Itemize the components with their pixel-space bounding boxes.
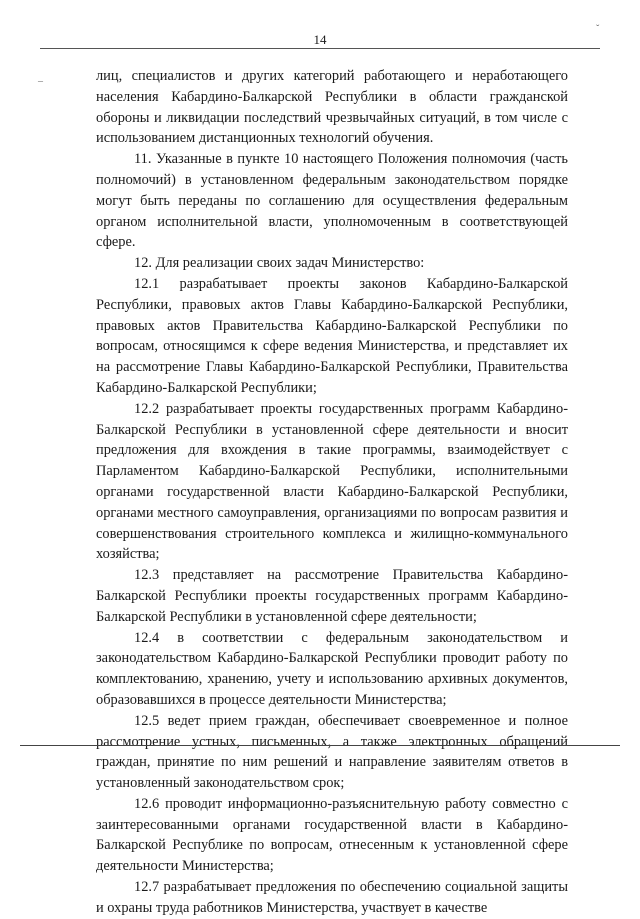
scan-line <box>20 745 620 746</box>
paragraph-12-7: 12.7 разрабатывает предложения по обеспечению социальной защиты и охраны труда работников Министерства, участвует в качестве <box>96 879 568 916</box>
paragraph-12-2: 12.2 разрабатывает проекты государственных программ Кабардино-Балкарской Республики в установленной сфере деятельности и вносит предложения для вхождения в такие программы, взаимодействует с Парламентом Кабардино-Балкарской Республики, исполнительными органами государственной власти Кабардино-Балкарской Республики, органами местного самоуправления, организациями по вопросам развития и совершенствования строительного комплекса и жилищно-коммунального хозяйства; <box>96 400 568 563</box>
paragraph-12-4: 12.4 в соответствии с федеральным законодательством и законодательством Кабардино-Балкарской Республики проводит работу по комплектованию, хранению, учету и использованию архивных документов, образовавшихся в процессе деятельности Министерства; <box>96 629 568 708</box>
paragraph-12-6: 12.6 проводит информационно-разъяснительную работу совместно с заинтересованными органами государственной власти в Кабардино-Балкарской Республике по вопросам, отнесенным к установленной сфере деятельности Министерства; <box>96 795 568 875</box>
paragraph-12: 12. Для реализации своих задач Министерство: <box>134 255 425 272</box>
paragraph-11: 11. Указанные в пункте 10 настоящего Положения полномочия (часть полномочий) в установленном федеральным законодательством порядке могут быть переданы по соглашению для осуществления федеральным органом исполнительной власти, уполномоченным в соответствующей сфере. <box>96 151 568 251</box>
document-body <box>96 66 568 919</box>
paragraph-continuation: лиц, специалистов и других категорий работающего и неработающего населения Кабардино-Балкарской Республики в области гражданской обороны и ликвидации последствий чрезвычайных ситуаций, в том числе с использованием дистанционных технологий обучения. <box>96 68 568 147</box>
paragraph-12-3: 12.3 представляет на рассмотрение Правительства Кабардино-Балкарской Республики проекты государственных программ Кабардино-Балкарской Республики в установленной сфере деятельности; <box>96 567 568 625</box>
page-number: 14 <box>313 32 327 47</box>
scan-mark: ˇ <box>596 24 600 35</box>
paragraph-12-1: 12.1 разрабатывает проекты законов Кабардино-Балкарской Республики, правовых актов Главы Кабардино-Балкарской Республики, правовых актов Правительства Кабардино-Балкарской Республики по вопросам, относящимся к сфере ведения Министерства, и представляет их на рассмотрение Главы Кабардино-Балкарской Республики, Правительства Кабардино-Балкарской Республики; <box>96 275 568 396</box>
scan-mark: – <box>38 76 43 87</box>
paragraph-12-5: 12.5 ведет прием граждан, обеспечивает своевременное и полное рассмотрение устных, письменных, а также электронных обращений граждан, принятие по ним решений и направление заявителям ответов в установленный законодательством срок; <box>96 712 568 792</box>
